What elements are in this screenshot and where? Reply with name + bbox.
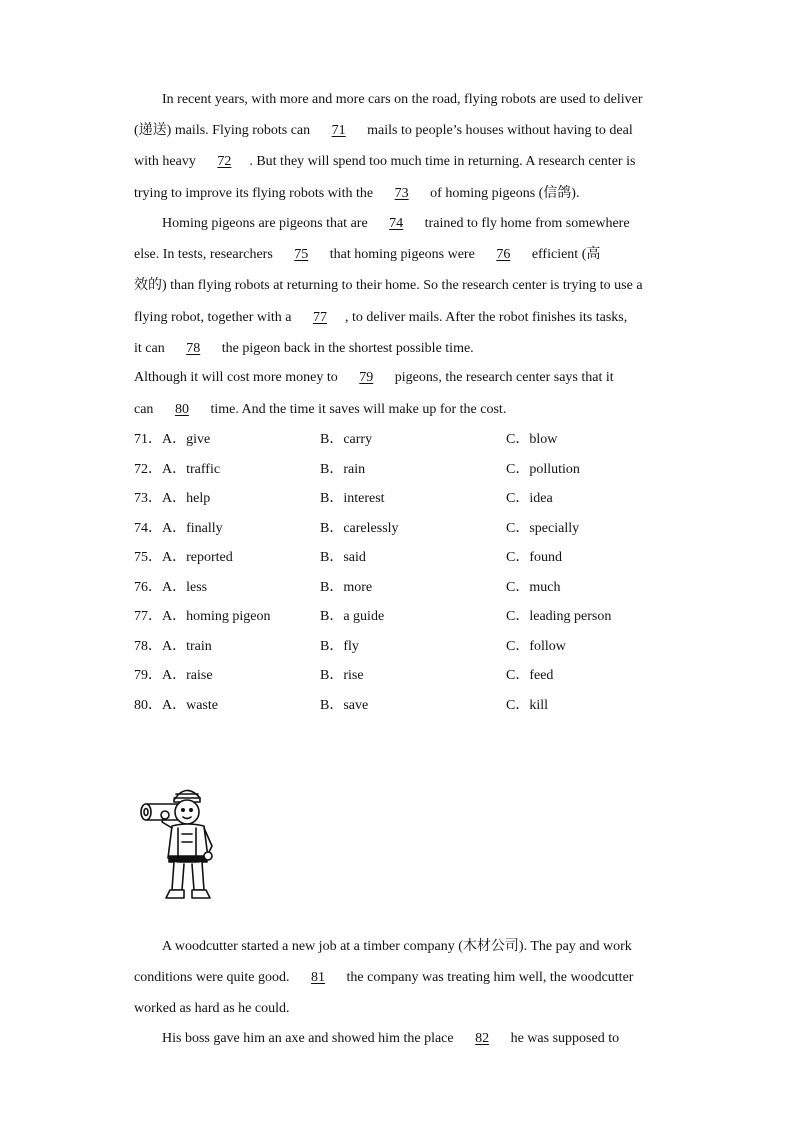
passage-text: flying robot, together with a bbox=[134, 310, 295, 325]
question-number: 71． bbox=[134, 432, 162, 447]
blank-74: 74 bbox=[389, 216, 404, 231]
option-a: A．finally bbox=[162, 520, 223, 536]
option-b: B．said bbox=[320, 550, 366, 565]
passage-text: that homing pigeons were bbox=[326, 247, 479, 262]
passage-line bbox=[134, 276, 669, 296]
option-a: A．raise bbox=[162, 668, 213, 683]
question-row bbox=[134, 489, 669, 509]
passage-text: worked as hard as he could. bbox=[134, 1001, 290, 1016]
option-a: A．reported bbox=[162, 550, 233, 565]
passage-text: the company was treating him well, the woodcutter bbox=[343, 970, 634, 985]
question-row bbox=[134, 578, 669, 598]
option-b: B．a guide bbox=[320, 609, 385, 624]
passage-text: efficient (高 bbox=[528, 247, 601, 262]
option-c: C．specially bbox=[506, 520, 580, 536]
passage-text: conditions were quite good. bbox=[134, 970, 294, 985]
option-c: C．much bbox=[506, 579, 561, 595]
blank-80: 80 bbox=[174, 402, 189, 417]
question-row bbox=[134, 696, 669, 716]
passage-line bbox=[162, 937, 697, 957]
option-a: A．homing pigeon bbox=[162, 609, 271, 624]
option-c: C．pollution bbox=[506, 461, 580, 477]
passage-text: else. In tests, researchers bbox=[134, 247, 277, 262]
passage-text: he was supposed to bbox=[507, 1031, 620, 1046]
question-row bbox=[134, 548, 669, 568]
blank-81: 81 bbox=[311, 970, 326, 985]
passage-text: time. And the time it saves will make up for the cost. bbox=[206, 402, 507, 417]
option-c: C．blow bbox=[506, 432, 558, 447]
question-number: 79． bbox=[134, 668, 162, 683]
passage-text: it can bbox=[134, 341, 169, 356]
blank-79: 79 bbox=[359, 370, 374, 385]
option-c: C．feed bbox=[506, 668, 554, 683]
question-row bbox=[134, 637, 669, 657]
passage-text: trying to improve its flying robots with the bbox=[134, 186, 377, 201]
passage-text: with heavy bbox=[134, 154, 200, 169]
passage-text: (递送) mails. Flying robots can bbox=[134, 123, 314, 138]
question-number: 80． bbox=[134, 697, 162, 713]
option-c: C．kill bbox=[506, 697, 549, 713]
question-number: 73． bbox=[134, 491, 162, 506]
passage-text: Homing pigeons are pigeons that are bbox=[162, 216, 372, 231]
passage-line bbox=[134, 968, 669, 988]
option-c: C．idea bbox=[506, 491, 553, 506]
passage-line bbox=[134, 184, 669, 204]
blank-75: 75 bbox=[294, 247, 309, 262]
blank-71: 71 bbox=[331, 123, 346, 138]
passage-text: Although it will cost more money to bbox=[134, 370, 342, 385]
option-a: A．less bbox=[162, 579, 208, 595]
question-row bbox=[134, 666, 669, 686]
question-number: 75． bbox=[134, 550, 162, 565]
question-number: 74． bbox=[134, 520, 162, 536]
option-b: B．interest bbox=[320, 491, 385, 506]
question-row bbox=[134, 607, 669, 627]
blank-73: 73 bbox=[394, 186, 409, 201]
option-a: A．help bbox=[162, 491, 211, 506]
blank-76: 76 bbox=[496, 247, 511, 262]
passage-line bbox=[162, 214, 697, 234]
blank-78: 78 bbox=[186, 341, 201, 356]
option-b: B．rain bbox=[320, 461, 366, 477]
passage-text: His boss gave him an axe and showed him the place bbox=[162, 1031, 458, 1046]
passage-text: In recent years, with more and more cars on the road, flying robots are used to deliver bbox=[162, 92, 643, 107]
question-number: 78． bbox=[134, 638, 162, 654]
passage-line bbox=[134, 368, 669, 388]
option-c: C．follow bbox=[506, 638, 566, 654]
woodcutter-illustration bbox=[138, 782, 226, 904]
option-a: A．train bbox=[162, 638, 212, 654]
option-a: A．give bbox=[162, 432, 211, 447]
blank-72: 72 bbox=[217, 154, 232, 169]
passage-line bbox=[162, 90, 697, 110]
passage-line bbox=[134, 121, 669, 141]
passage-text: trained to fly home from somewhere bbox=[421, 216, 630, 231]
passage-text: A woodcutter started a new job at a timber company (木材公司). The pay and work bbox=[162, 939, 632, 954]
question-row bbox=[134, 430, 669, 450]
passage-text: 效的) than flying robots at returning to their home. So the research center is trying to use a bbox=[134, 278, 643, 293]
passage-line bbox=[134, 339, 669, 359]
passage-line bbox=[134, 245, 669, 265]
passage-text: mails to people’s houses without having to deal bbox=[363, 123, 633, 138]
passage-text: pigeons, the research center says that it bbox=[391, 370, 614, 385]
question-number: 76． bbox=[134, 579, 162, 595]
option-a: A．waste bbox=[162, 697, 218, 713]
passage-text: . But they will spend too much time in returning. A research center is bbox=[249, 154, 636, 169]
question-number: 77． bbox=[134, 609, 162, 624]
passage-text: the pigeon back in the shortest possible time. bbox=[218, 341, 474, 356]
blank-77: 77 bbox=[312, 310, 327, 325]
question-row bbox=[134, 460, 669, 480]
passage-line bbox=[134, 400, 669, 420]
blank-82: 82 bbox=[475, 1031, 490, 1046]
passage-text: can bbox=[134, 402, 157, 417]
passage-line bbox=[134, 308, 669, 328]
option-b: B．fly bbox=[320, 638, 359, 654]
passage-text: of homing pigeons (信鸽). bbox=[426, 186, 580, 201]
option-b: B．save bbox=[320, 697, 369, 713]
passage-text: , to deliver mails. After the robot finishes its tasks, bbox=[344, 310, 628, 325]
option-c: C．leading person bbox=[506, 609, 612, 624]
option-b: B．more bbox=[320, 579, 373, 595]
option-b: B．rise bbox=[320, 668, 364, 683]
option-a: A．traffic bbox=[162, 461, 221, 477]
passage-line bbox=[134, 152, 669, 172]
option-b: B．carry bbox=[320, 432, 373, 447]
question-row bbox=[134, 519, 669, 539]
question-number: 72． bbox=[134, 461, 162, 477]
option-c: C．found bbox=[506, 550, 562, 565]
option-b: B．carelessly bbox=[320, 520, 399, 536]
passage-line bbox=[162, 1029, 697, 1049]
passage-line bbox=[134, 999, 669, 1019]
